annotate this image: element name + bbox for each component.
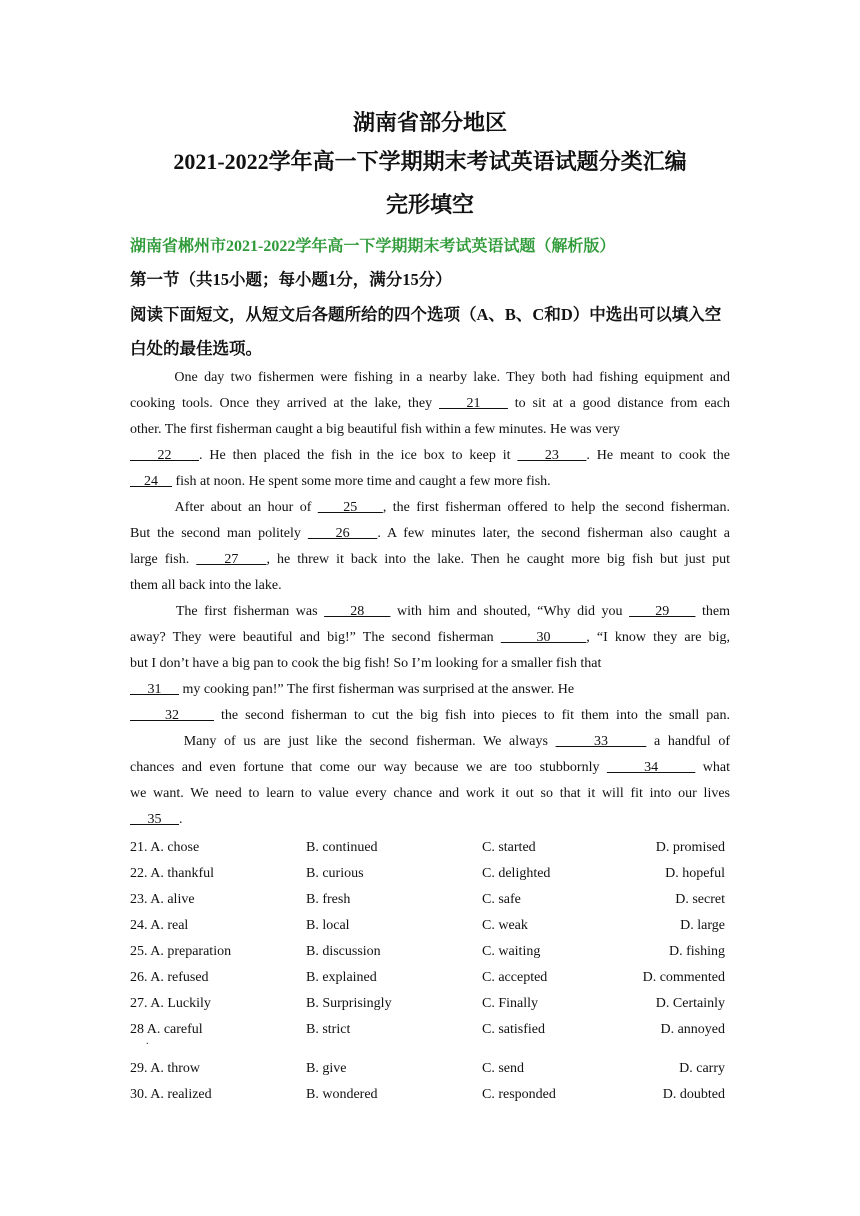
option-c: C. accepted [482,970,548,985]
option-d: D. fishing [669,944,725,959]
option-d: D. promised [655,840,725,855]
passage-text: , he threw it back into the lake. Then he caught more big fish but just put [266,552,731,567]
option-b: B. Surprisingly [306,996,392,1011]
instruction-text: 阅读下面短文，从短文后各题所给的四个选项（A、B、C和D）中选出可以填入空白处的最佳选项。 [130,305,722,358]
passage-line [130,368,730,388]
passage-text: . He meant to cook the [586,448,731,463]
option-b: B. strict [306,1022,351,1037]
stray-mark: . [146,1036,149,1047]
option-d: D. commented [642,970,725,985]
option-c: C. safe [482,892,521,907]
passage-line [130,446,730,466]
passage-line [130,602,730,622]
answer-blank: 29 [629,604,696,619]
option-b: B. curious [306,866,364,881]
passage-line [130,784,730,804]
passage-line [130,498,730,518]
section-heading: 第一节（共15小题；每小题1分，满分15分） [130,270,452,289]
answer-blank: 25 [317,500,383,515]
option-d: D. hopeful [665,866,725,881]
option-b: B. give [306,1061,347,1076]
passage-text: But the second man politely [130,526,308,541]
passage-text: them all back into the lake. [130,578,282,593]
option-number-a: 30. A. realized [130,1087,212,1102]
option-c: C. send [482,1061,524,1076]
title-topic: 完形填空 [385,192,474,217]
passage-text: but I don’t have a big pan to cook the big fish! So I’m looking for a smaller fish that [130,656,602,671]
passage-text: After about an hour of [130,500,318,515]
answer-blank: 21 [439,396,508,411]
passage-line [130,524,730,544]
passage-line [130,654,730,674]
title-region: 湖南省部分地区 [352,110,507,135]
passage-line [130,628,730,648]
answer-blank: 27 [196,552,267,567]
option-b: B. wondered [306,1087,378,1102]
passage-text: One day two fishermen were fishing in a nearby lake. They both had fishing equipment and [130,370,730,385]
passage-line [130,732,730,752]
passage-text: with him and shouted, “Why did you [390,604,630,619]
passage-text: away? They were beautiful and big!” The second fisherman [130,630,501,645]
option-b: B. local [306,918,350,933]
passage-text: them [695,604,730,619]
option-number-a: 27. A. Luckily [130,996,211,1011]
passage-text: . He then placed the fish in the ice box to keep it [199,448,518,463]
option-number-a: 26. A. refused [130,970,209,985]
option-d: D. Certainly [655,996,725,1011]
option-number-a: 24. A. real [130,918,189,933]
passage-text: to sit at a good distance from each [507,396,730,411]
answer-blank: 34 [606,760,696,775]
passage-text: The first fisherman was [130,604,325,619]
answer-blank: 31 [130,682,179,697]
passage-line [130,576,730,596]
passage-text: Many of us are just like the second fisherman. We always [130,734,556,749]
option-c: C. weak [482,918,528,933]
option-c: C. responded [482,1087,556,1102]
passage-text: my cooking pan!” The first fisherman was surprised at the answer. He [179,682,575,697]
option-d: D. carry [679,1061,725,1076]
option-c: C. delighted [482,866,551,881]
answer-blank: 35 [130,812,179,827]
passage-text: cooking tools. Once they arrived at the lake, they [130,396,440,411]
passage-line [130,420,730,440]
passage-text: the second fisherman to cut the big fish into pieces to fit them into the small pan. [214,708,730,723]
option-number-a: 22. A. thankful [130,866,214,881]
option-b: B. discussion [306,944,381,959]
answer-blank: 28 [324,604,391,619]
passage-text: chances and even fortune that come our way because we are too stubbornly [130,760,607,775]
option-d: D. annoyed [660,1022,725,1037]
passage-line [130,472,730,492]
passage-text: . A few minutes later, the second fisherman also caught a [377,526,730,541]
option-c: C. Finally [482,996,539,1011]
option-number-a: 21. A. chose [130,840,200,855]
option-c: C. satisfied [482,1022,545,1037]
passage-text: . [179,812,183,827]
answer-blank: 26 [307,526,378,541]
passage-text: , “I know they are big, [586,630,731,645]
passage-text: a handful of [646,734,730,749]
passage-text: what [695,760,730,775]
passage-line [130,810,730,830]
passage-text: large fish. [130,552,197,567]
passage-line [130,394,730,414]
answer-blank: 22 [130,448,200,463]
passage-line [130,706,730,726]
option-d: D. doubted [662,1087,725,1102]
answer-blank: 30 [500,630,587,645]
answer-blank: 32 [130,708,215,723]
source-heading: 湖南省郴州市2021-2022学年高一下学期期末考试英语试题（解析版） [130,238,616,255]
option-number-a: 23. A. alive [130,892,195,907]
option-c: C. waiting [482,944,541,959]
option-number-a: 25. A. preparation [130,944,232,959]
passage-text: , the first fisherman offered to help the second fisherman. [382,500,731,515]
option-number-a: 29. A. throw [130,1061,200,1076]
passage-line [130,550,730,570]
option-b: B. explained [306,970,377,985]
option-b: B. continued [306,840,378,855]
passage-line [130,680,730,700]
answer-blank: 33 [555,734,647,749]
option-number-a: 28 A. careful [130,1022,203,1037]
option-d: D. large [680,918,725,933]
passage-text: we want. We need to learn to value every chance and work it out so that it will fit into our lives [130,786,730,801]
option-b: B. fresh [306,892,351,907]
answer-blank: 24 [130,474,172,489]
passage-text: fish at noon. He spent some more time and caught a few more fish. [172,474,551,489]
answer-blank: 23 [517,448,587,463]
title-collection: 2021-2022学年高一下学期期末考试英语试题分类汇编 [173,149,687,174]
passage-text: other. The first fisherman caught a big beautiful fish within a few minutes. He was very [130,422,620,437]
option-c: C. started [482,840,536,855]
option-d: D. secret [675,892,725,907]
passage-line [130,758,730,778]
